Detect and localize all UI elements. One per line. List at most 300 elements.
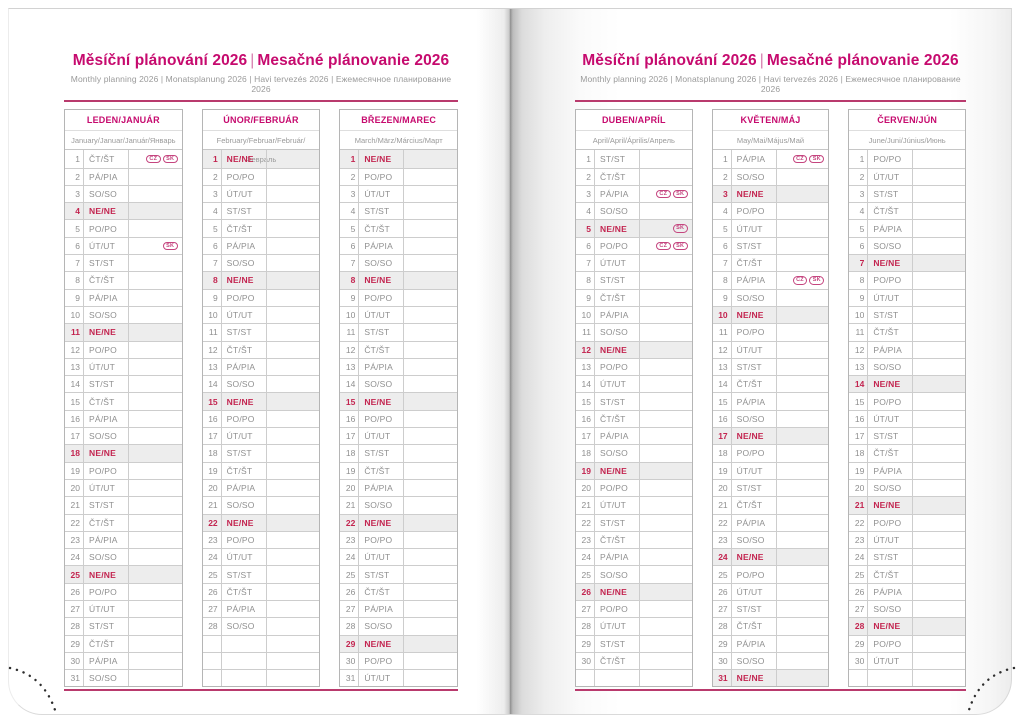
day-row (340, 168, 457, 185)
day-number: 6 (340, 238, 359, 254)
day-row (340, 565, 457, 582)
day-number: 10 (849, 307, 868, 323)
notes-cell (640, 653, 692, 669)
holiday-badge-cz: CZ (793, 276, 808, 285)
day-row (203, 531, 320, 548)
day-number: 4 (849, 203, 868, 219)
day-number: 9 (203, 290, 222, 306)
day-row (65, 202, 182, 219)
day-number: 12 (65, 342, 84, 358)
day-number: 28 (65, 618, 84, 634)
notes-cell (404, 393, 457, 409)
day-row (203, 150, 320, 167)
notes-cell (913, 290, 965, 306)
weekday-label: NE/NE (732, 186, 777, 202)
day-number: 22 (340, 515, 359, 531)
notes-cell (404, 255, 457, 271)
day-row (340, 410, 457, 427)
day-number: 6 (713, 238, 732, 254)
day-number: 13 (65, 359, 84, 375)
day-row (340, 635, 457, 652)
weekday-label: ST/ST (359, 324, 404, 340)
notes-cell (913, 601, 965, 617)
weekday-label: PO/PO (868, 272, 913, 288)
notes-cell (913, 186, 965, 202)
day-row (576, 168, 692, 185)
day-number: 23 (713, 532, 732, 548)
weekday-label: PÁ/PIA (359, 238, 404, 254)
notes-cell (129, 532, 182, 548)
day-number: 13 (576, 359, 595, 375)
month-grid (713, 150, 829, 686)
day-number: 10 (65, 307, 84, 323)
day-row (65, 271, 182, 288)
weekday-label: PO/PO (359, 411, 404, 427)
weekday-label: ST/ST (868, 186, 913, 202)
empty-row (849, 669, 965, 686)
notes-cell (267, 670, 320, 686)
day-number: 15 (203, 393, 222, 409)
day-row (340, 427, 457, 444)
day-number-empty (203, 670, 222, 686)
day-number-empty (849, 670, 868, 686)
notes-cell (777, 393, 829, 409)
weekday-label: ÚT/UT (222, 549, 267, 565)
weekday-label: ÚT/UT (868, 169, 913, 185)
weekday-label: NE/NE (84, 445, 129, 461)
notes-cell (267, 515, 320, 531)
notes-cell (913, 532, 965, 548)
day-number: 20 (713, 480, 732, 496)
day-number: 5 (576, 220, 595, 236)
notes-cell (404, 238, 457, 254)
month-leden-januar (64, 109, 183, 687)
page-title-cs: Měsíční plánování 2026 (72, 52, 248, 69)
weekday-label: PO/PO (595, 359, 640, 375)
title-rule (64, 100, 458, 102)
notes-cell (640, 203, 692, 219)
day-number: 22 (576, 515, 595, 531)
day-number: 7 (849, 255, 868, 271)
day-row (65, 323, 182, 340)
day-number: 10 (340, 307, 359, 323)
month-title: DUBEN/APRÍL (576, 110, 692, 131)
empty-row (576, 669, 692, 686)
notes-cell (404, 636, 457, 652)
day-row (65, 548, 182, 565)
notes-cell (129, 618, 182, 634)
notes-cell (267, 307, 320, 323)
notes-cell (640, 532, 692, 548)
day-number: 12 (203, 342, 222, 358)
day-row (713, 306, 829, 323)
notes-cell (267, 411, 320, 427)
day-number: 15 (713, 393, 732, 409)
weekday-label: ČT/ŠT (868, 566, 913, 582)
day-number: 28 (713, 618, 732, 634)
day-row (849, 202, 965, 219)
day-number: 14 (576, 376, 595, 392)
notes-cell (267, 636, 320, 652)
notes-cell (267, 220, 320, 236)
weekday-label: ST/ST (222, 324, 267, 340)
notes-cell (640, 169, 692, 185)
month-title: BŘEZEN/MAREC (340, 110, 457, 131)
day-row (849, 479, 965, 496)
day-row (713, 358, 829, 375)
day-row (849, 392, 965, 409)
holiday-badge-cz: CZ (656, 242, 671, 251)
day-row (849, 427, 965, 444)
notes-cell (640, 324, 692, 340)
weekday-label: ÚT/UT (359, 428, 404, 444)
day-row (576, 583, 692, 600)
day-number: 23 (203, 532, 222, 548)
notes-cell (913, 411, 965, 427)
weekday-label: PO/PO (359, 169, 404, 185)
month-grid (576, 150, 692, 686)
notes-cell (267, 601, 320, 617)
day-row (203, 219, 320, 236)
day-number: 21 (849, 497, 868, 513)
day-number: 9 (849, 290, 868, 306)
notes-cell (267, 497, 320, 513)
day-row (849, 219, 965, 236)
day-row (576, 202, 692, 219)
notes-cell (640, 549, 692, 565)
notes-cell (404, 359, 457, 375)
day-row (576, 237, 692, 254)
weekday-label: PÁ/PIA (84, 290, 129, 306)
notes-cell (267, 255, 320, 271)
month-title: ČERVEN/JÚN (849, 110, 965, 131)
notes-cell (129, 463, 182, 479)
day-number: 10 (713, 307, 732, 323)
months-row-left (64, 109, 458, 687)
day-row (340, 669, 457, 686)
day-number: 9 (576, 290, 595, 306)
day-row (340, 462, 457, 479)
weekday-label: PÁ/PIA (732, 150, 777, 167)
day-row (203, 479, 320, 496)
day-number: 25 (576, 566, 595, 582)
holiday-badge-sk: SK (809, 155, 824, 164)
day-row (65, 185, 182, 202)
title-rule (575, 100, 966, 102)
notes-cell (777, 220, 829, 236)
day-row (340, 496, 457, 513)
day-row (849, 168, 965, 185)
day-number: 17 (713, 428, 732, 444)
day-row (713, 600, 829, 617)
weekday-label: PO/PO (84, 463, 129, 479)
day-row (65, 444, 182, 461)
weekday-label: ST/ST (84, 618, 129, 634)
day-row (203, 306, 320, 323)
day-row (340, 548, 457, 565)
day-row (340, 583, 457, 600)
day-row (203, 185, 320, 202)
month-brezen-marec (339, 109, 458, 687)
notes-cell (404, 307, 457, 323)
page-left (8, 8, 510, 715)
weekday-label: SO/SO (732, 169, 777, 185)
weekday-label: ST/ST (868, 428, 913, 444)
day-number: 29 (576, 636, 595, 652)
day-number: 29 (713, 636, 732, 652)
day-number: 6 (65, 238, 84, 254)
month-cerven-jun (848, 109, 966, 687)
day-row (849, 548, 965, 565)
day-number: 25 (849, 566, 868, 582)
weekday-label: ÚT/UT (359, 186, 404, 202)
notes-cell (404, 497, 457, 513)
day-number: 20 (203, 480, 222, 496)
day-number: 6 (849, 238, 868, 254)
day-row (340, 375, 457, 392)
day-number: 16 (576, 411, 595, 427)
weekday-label: ČT/ŠT (595, 532, 640, 548)
day-row (203, 427, 320, 444)
notes-cell (267, 324, 320, 340)
day-row (65, 617, 182, 634)
weekday-label: ST/ST (359, 203, 404, 219)
day-number: 11 (203, 324, 222, 340)
notes-cell (913, 653, 965, 669)
day-number: 15 (576, 393, 595, 409)
day-row (713, 271, 829, 288)
day-row (849, 150, 965, 167)
notes-cell (913, 169, 965, 185)
day-number: 8 (203, 272, 222, 288)
day-number: 25 (340, 566, 359, 582)
day-row (576, 150, 692, 167)
weekday-label: ST/ST (595, 515, 640, 531)
weekday-label: ST/ST (222, 203, 267, 219)
day-row (849, 185, 965, 202)
page-left-content (9, 53, 510, 723)
day-number: 16 (340, 411, 359, 427)
weekday-label: NE/NE (222, 272, 267, 288)
day-row (849, 635, 965, 652)
notes-cell (404, 186, 457, 202)
day-row (65, 341, 182, 358)
notes-cell (404, 324, 457, 340)
weekday-label: ČT/ŠT (732, 497, 777, 513)
day-number: 22 (65, 515, 84, 531)
day-number: 27 (65, 601, 84, 617)
weekday-label: ST/ST (595, 393, 640, 409)
weekday-label: ST/ST (868, 307, 913, 323)
day-row (340, 392, 457, 409)
day-number: 7 (203, 255, 222, 271)
notes-cell (640, 376, 692, 392)
weekday-label: ST/ST (868, 549, 913, 565)
notes-cell (267, 342, 320, 358)
day-number: 26 (576, 584, 595, 600)
day-row (203, 289, 320, 306)
day-number: 19 (576, 463, 595, 479)
day-row (849, 271, 965, 288)
day-row (340, 479, 457, 496)
day-row (849, 375, 965, 392)
day-number: 1 (576, 150, 595, 167)
day-row (713, 583, 829, 600)
month-subtitle: May/Mai/Május/Май (713, 131, 829, 150)
notes-cell (267, 150, 320, 167)
day-row (65, 306, 182, 323)
notes-cell (404, 290, 457, 306)
day-number: 15 (65, 393, 84, 409)
day-row (340, 341, 457, 358)
weekday-label: PO/PO (868, 515, 913, 531)
notes-cell (640, 566, 692, 582)
day-number: 16 (713, 411, 732, 427)
page-right-content (510, 53, 1011, 723)
day-number: 24 (340, 549, 359, 565)
day-row (849, 583, 965, 600)
notes-cell (913, 203, 965, 219)
weekday-label: PO/PO (732, 324, 777, 340)
day-number: 20 (576, 480, 595, 496)
notes-cell (129, 255, 182, 271)
day-row (340, 202, 457, 219)
day-number: 19 (713, 463, 732, 479)
day-number: 14 (340, 376, 359, 392)
notes-cell (777, 549, 829, 565)
day-row (713, 254, 829, 271)
weekday-label: ČT/ŠT (359, 220, 404, 236)
day-row (340, 219, 457, 236)
weekday-label: ST/ST (732, 480, 777, 496)
weekday-label: ČT/ŠT (359, 463, 404, 479)
month-title: LEDEN/JANUÁR (65, 110, 182, 131)
day-number: 1 (203, 150, 222, 167)
notes-cell (640, 255, 692, 271)
weekday-label: PÁ/PIA (868, 463, 913, 479)
notes-cell (404, 428, 457, 444)
weekday-label: ČT/ŠT (222, 342, 267, 358)
day-number: 18 (849, 445, 868, 461)
day-row (203, 392, 320, 409)
weekday-label: ČT/ŠT (359, 342, 404, 358)
notes-cell (404, 342, 457, 358)
day-row (203, 600, 320, 617)
weekday-label: ST/ST (84, 497, 129, 513)
day-number: 4 (576, 203, 595, 219)
notes-cell (129, 636, 182, 652)
day-number: 3 (340, 186, 359, 202)
day-number: 26 (849, 584, 868, 600)
day-row (65, 600, 182, 617)
weekday-label: PÁ/PIA (732, 393, 777, 409)
day-number: 23 (849, 532, 868, 548)
notes-cell (777, 566, 829, 582)
holiday-badge-sk: SK (673, 190, 688, 199)
day-row (340, 306, 457, 323)
day-row (849, 341, 965, 358)
weekday-label: ÚT/UT (84, 601, 129, 617)
weekday-label: ČT/ŠT (595, 653, 640, 669)
day-number: 11 (340, 324, 359, 340)
notes-cell (913, 307, 965, 323)
holiday-badge-sk: SK (673, 224, 688, 233)
month-grid (340, 150, 457, 686)
day-row (203, 375, 320, 392)
day-row (576, 652, 692, 669)
day-row (576, 565, 692, 582)
day-row (203, 271, 320, 288)
notes-cell (404, 463, 457, 479)
day-number: 25 (203, 566, 222, 582)
notes-cell (913, 566, 965, 582)
notes-cell (777, 445, 829, 461)
day-number: 18 (576, 445, 595, 461)
day-number: 27 (713, 601, 732, 617)
day-row (576, 514, 692, 531)
notes-cell (129, 393, 182, 409)
day-number: 2 (340, 169, 359, 185)
day-row (65, 375, 182, 392)
day-row (713, 496, 829, 513)
notes-cell (267, 359, 320, 375)
day-number-empty (576, 670, 595, 686)
notes-cell (913, 428, 965, 444)
day-number: 5 (65, 220, 84, 236)
month-subtitle: June/Juni/Június/Июнь (849, 131, 965, 150)
day-row (65, 237, 182, 254)
weekday-label: PÁ/PIA (222, 601, 267, 617)
day-number: 17 (65, 428, 84, 444)
notes-cell (267, 445, 320, 461)
notes-cell (777, 463, 829, 479)
notes-cell (129, 290, 182, 306)
day-row (576, 219, 692, 236)
day-row (849, 514, 965, 531)
day-number: 6 (203, 238, 222, 254)
day-number: 8 (65, 272, 84, 288)
page-title-sk: Mesačné plánovanie 2026 (257, 52, 450, 69)
notes-cell (267, 618, 320, 634)
month-kveten-maj (712, 109, 830, 687)
weekday-label: ÚT/UT (595, 497, 640, 513)
weekday-label: PÁ/PIA (359, 601, 404, 617)
weekday-label: NE/NE (595, 220, 640, 236)
day-row (576, 185, 692, 202)
notes-cell (777, 376, 829, 392)
day-row (576, 341, 692, 358)
day-number: 14 (849, 376, 868, 392)
month-subtitle: March/März/Március/Март (340, 131, 457, 150)
day-row (713, 185, 829, 202)
weekday-label: ČT/ŠT (595, 290, 640, 306)
weekday-label: ČT/ŠT (222, 220, 267, 236)
day-number: 16 (849, 411, 868, 427)
day-number: 5 (713, 220, 732, 236)
weekday-label: NE/NE (732, 428, 777, 444)
day-number: 21 (203, 497, 222, 513)
day-row (340, 289, 457, 306)
day-row (203, 168, 320, 185)
weekday-label: PO/PO (595, 238, 640, 254)
notes-cell (129, 480, 182, 496)
day-number: 3 (576, 186, 595, 202)
notes-cell (129, 272, 182, 288)
day-row (65, 219, 182, 236)
day-number: 4 (65, 203, 84, 219)
notes-cell (777, 255, 829, 271)
notes-cell (913, 376, 965, 392)
